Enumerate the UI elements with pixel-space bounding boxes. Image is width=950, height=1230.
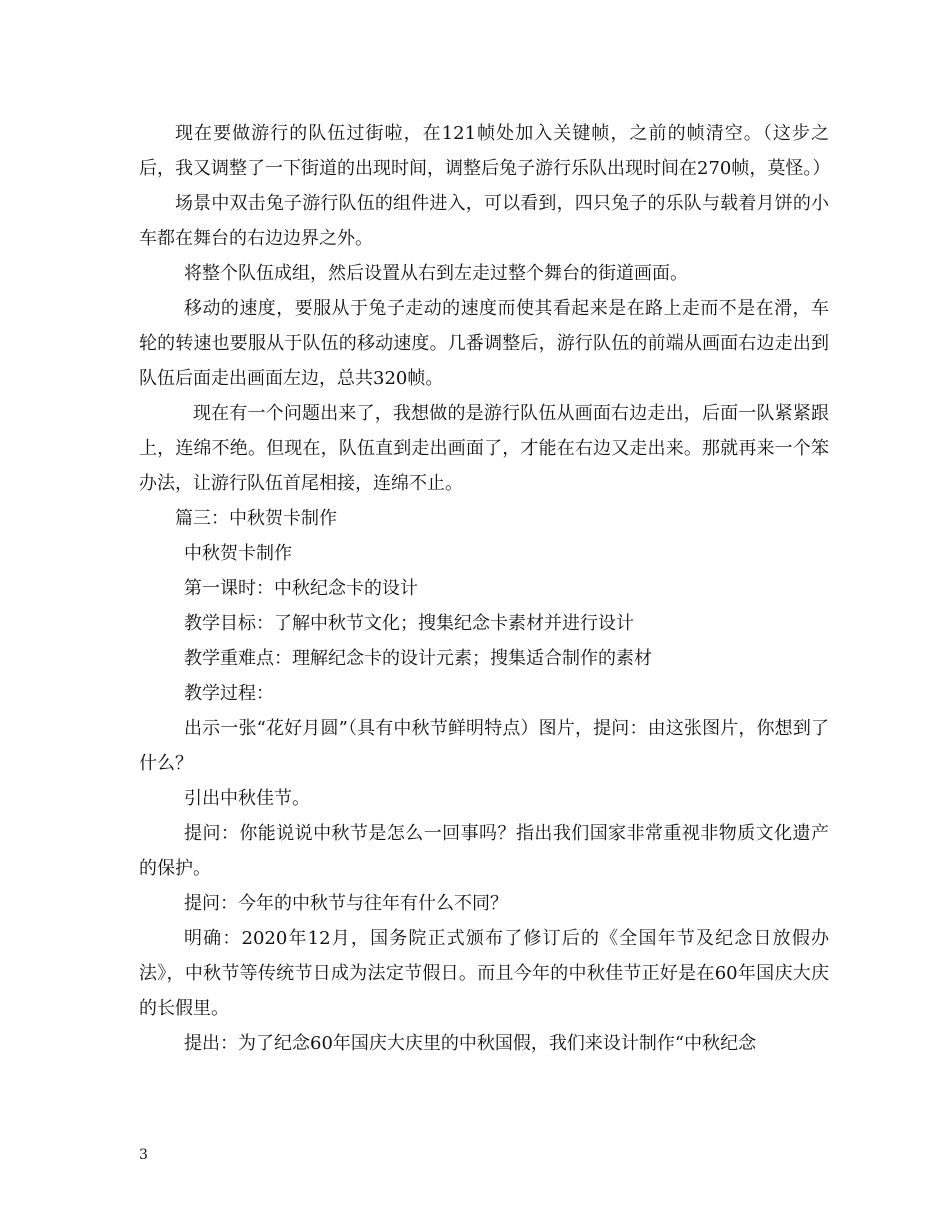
paragraph-group-parade: 将整个队伍成组，然后设置从右到左走过整个舞台的街道画面。 [184,263,688,284]
paragraph-propose-design: 提出：为了纪念60年国庆大庆里的中秋国假，我们来设计制作“中秋纪念 [184,1033,757,1054]
paragraph-moving-speed: 移动的速度，要服从于兔子走动的速度而使其看起来是在路上走而不是在滑，车轮的转速也要服从于队伍的移动速度。几番调整后，游行队伍的前端从画面右边走出到队伍后面走出画面左边，总共320帧。 [139,298,829,389]
document-body [139,116,829,1061]
paragraph-show-picture: 出示一张“花好月圆”（具有中秋节鲜明特点）图片，提问：由这张图片，你想到了什么？ [139,718,829,774]
paragraph-clarify-holiday: 明确：2020年12月，国务院正式颁布了修订后的《全国年节及纪念日放假办法》，中秋节等传统节日成为法定节假日。而且今年的中秋佳节正好是在60年国庆大庆的长假里。 [139,928,829,1019]
page-number: 3 [139,1147,148,1163]
paragraph-parade-keyframe: 现在要做游行的队伍过街啦，在121帧处加入关键帧，之前的帧清空。（这步之后，我又调整了一下街道的出现时间，调整后兔子游行乐队出现时间在270帧，莫怪。） [139,123,831,179]
teaching-process-label: 教学过程： [184,683,274,704]
lesson-period: 第一课时：中秋纪念卡的设计 [184,578,418,599]
paragraph-mid-autumn-intro: 引出中秋佳节。 [184,788,310,809]
paragraph-parade-problem: 现在有一个问题出来了，我想做的是游行队伍从画面右边走出，后面一队紧紧跟上，连绵不绝。但现在，队伍直到走出画面了，才能在右边又走出来。那就再来一个笨办法，让游行队伍首尾相接，连绵不止。 [139,403,829,494]
section-heading: 篇三：中秋贺卡制作 [175,508,337,529]
teaching-key-points: 教学重难点：理解纪念卡的设计元素；搜集适合制作的素材 [184,648,652,669]
paragraph-rabbit-band: 场景中双击兔子游行队伍的组件进入，可以看到，四只兔子的乐队与载着月饼的小车都在舞台的右边边界之外。 [139,193,829,249]
paragraph-question-festival: 提问：你能说说中秋节是怎么一回事吗？指出我们国家非常重视非物质文化遗产的保护。 [139,823,829,879]
teaching-objective: 教学目标：了解中秋节文化；搜集纪念卡素材并进行设计 [184,613,634,634]
lesson-title: 中秋贺卡制作 [184,543,292,564]
paragraph-question-difference: 提问：今年的中秋节与往年有什么不同？ [184,893,508,914]
